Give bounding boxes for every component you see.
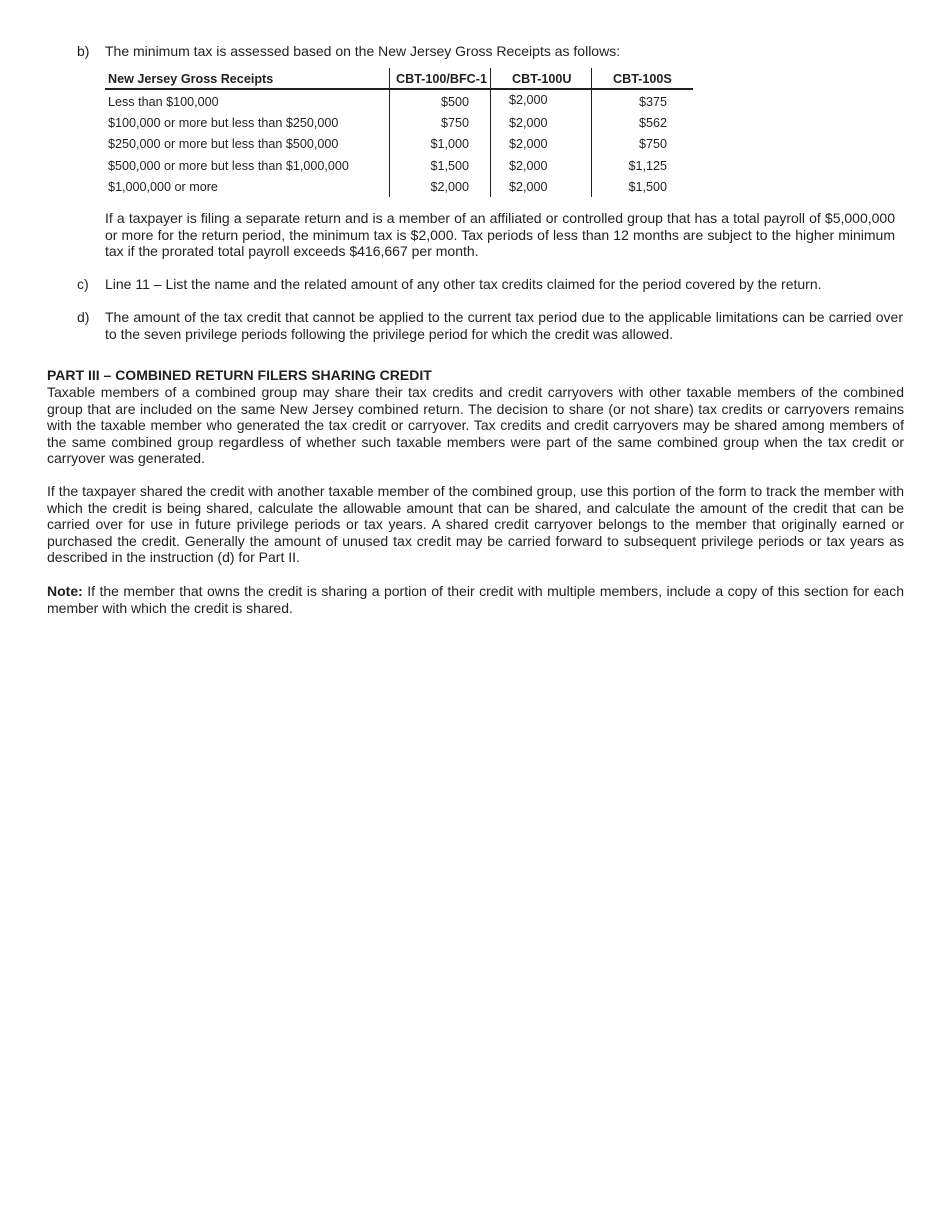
- item-text: The minimum tax is assessed based on the New Jersey Gross Receipts as follows:: [105, 43, 621, 59]
- item-marker: b): [77, 43, 90, 59]
- table-cell-cbt100s: $750: [638, 137, 667, 151]
- table-cell-cbt100-bfc1: $2,000: [430, 180, 469, 194]
- table-cell-cbt100u: $2,000: [509, 93, 548, 107]
- table-cell-cbt100s: $375: [638, 95, 667, 109]
- table-cell-cbt100s: $1,125: [628, 159, 667, 173]
- table-cell-cbt100u: $2,000: [509, 180, 548, 194]
- instruction-item-d: [77, 309, 903, 342]
- paragraph-sharing-credits: Taxable members of a combined group may share their tax credits and credit carryovers with other taxable members of the combined group that are included on the same New Jersey combined return. The decision to share (or not share) tax credits or carryovers remains with the taxable member who generated the tax credit or carryover. Tax credits and credit carryovers may be shared among members of the same combined group regardless of whether such taxable members were part of the same combined group when the tax credit or carryover was generated.: [47, 384, 904, 467]
- table-cell-cbt100-bfc1: $1,000: [430, 137, 469, 151]
- table-header-cbt100-bfc1: CBT-100/BFC-1: [396, 72, 487, 86]
- item-marker: c): [77, 276, 89, 292]
- affiliated-group-note: If a taxpayer is filing a separate return and is a member of an affiliated or controlled group that has a total payroll of $5,000,000 or more for the return period, the minimum tax is $2,000. Tax periods of less than 12 months are subject to the higher minimum tax if the prorated total payroll exceeds $416,667 per month.: [105, 210, 895, 260]
- section-heading-part3: PART III – COMBINED RETURN FILERS SHARING CREDIT: [47, 367, 432, 383]
- note-label: Note:: [47, 583, 83, 599]
- table-row: [105, 115, 693, 133]
- table-cell-cbt100-bfc1: $750: [440, 116, 469, 130]
- table-cell-receipts: $500,000 or more but less than $1,000,000: [108, 159, 349, 173]
- table-header-cbt100u: CBT-100U: [512, 72, 572, 86]
- table-cell-receipts: Less than $100,000: [108, 95, 219, 109]
- paragraph-note: [47, 583, 904, 616]
- item-text: The amount of the tax credit that cannot be applied to the current tax period due to the applicable limitations can be carried over to the seven privilege periods following the privilege period for which the credit was allowed.: [105, 309, 903, 342]
- table-cell-cbt100-bfc1: $500: [440, 95, 469, 109]
- table-cell-cbt100s: $1,500: [628, 180, 667, 194]
- instruction-item-c: [77, 276, 903, 293]
- table-cell-receipts: $1,000,000 or more: [108, 180, 218, 194]
- table-cell-cbt100u: $2,000: [509, 116, 548, 130]
- table-cell-cbt100-bfc1: $1,500: [430, 159, 469, 173]
- table-cell-receipts: $100,000 or more but less than $250,000: [108, 116, 339, 130]
- item-text: Line 11 – List the name and the related amount of any other tax credits claimed for the period covered by the return.: [105, 276, 822, 292]
- table-header-cbt100s: CBT-100S: [613, 72, 672, 86]
- table-cell-receipts: $250,000 or more but less than $500,000: [108, 137, 339, 151]
- paragraph-tracking-credits: If the taxpayer shared the credit with another taxable member of the combined group, use this portion of the form to track the member with which the credit is being shared, calculate the allowable amount that can be shared, and calculate the amount of the credit that can be carried over for use in future privilege periods or tax years. A shared credit carryover belongs to the member that originally earned or purchased the credit. Generally the amount of unused tax credit may be carried forward to subsequent privilege periods or tax years as described in the instruction (d) for Part II.: [47, 483, 904, 566]
- table-row: [105, 158, 693, 176]
- table-header-receipts: New Jersey Gross Receipts: [108, 72, 274, 86]
- table-cell-cbt100u: $2,000: [509, 137, 548, 151]
- instruction-item-b: [77, 43, 903, 60]
- table-cell-cbt100u: $2,000: [509, 159, 548, 173]
- table-row: [105, 179, 693, 197]
- table-header-rule: [105, 88, 693, 90]
- table-row: [105, 136, 693, 154]
- table-cell-cbt100s: $562: [638, 116, 667, 130]
- minimum-tax-table: [105, 68, 693, 198]
- item-marker: d): [77, 309, 90, 325]
- note-text: If the member that owns the credit is sharing a portion of their credit with multiple members, include a copy of this section for each member with which the credit is shared.: [47, 583, 904, 616]
- table-row: [105, 94, 693, 112]
